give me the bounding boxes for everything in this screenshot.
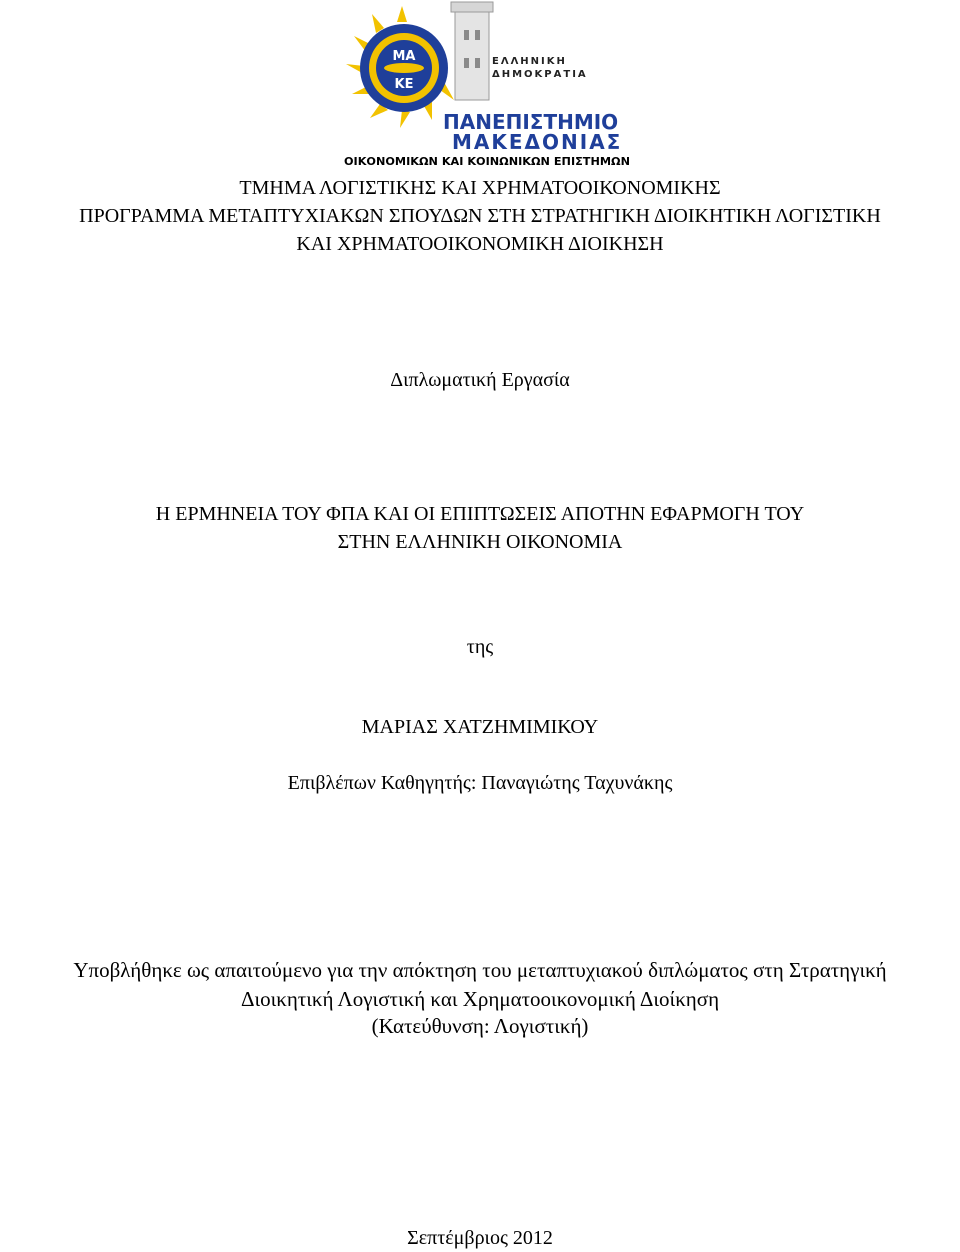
logo-university-line2: ΜΑΚΕΔΟΝΙΑΣ bbox=[452, 130, 623, 154]
university-logo bbox=[340, 0, 640, 170]
emblem-letters-bottom: ΚΕ bbox=[394, 77, 414, 92]
emblem-circle bbox=[360, 24, 448, 112]
author-prefix: της bbox=[466, 636, 494, 658]
program-name-line1: ΠΡΟΓΡΑΜΜΑ ΜΕΤΑΠΤΥΧΙΑΚΩΝ ΣΠΟΥΔΩΝ ΣΤΗ ΣΤΡΑΤΗΓΙΚΗ ΔΙΟΙΚΗΤΙΚΗ ΛΟΓΙΣΤΙΚΗ bbox=[79, 205, 881, 227]
submission-line1: Υποβλήθηκε ως απαιτούμενο για την απόκτηση του μεταπτυχιακού διπλώματος στη Στρατηγική bbox=[73, 958, 887, 982]
department-name: ΤΜΗΜΑ ΛΟΓΙΣΤΙΚΗΣ ΚΑΙ ΧΡΗΜΑΤΟΟΙΚΟΝΟΜΙΚΗΣ bbox=[239, 177, 721, 199]
submission-line3: (Κατεύθυνση: Λογιστική) bbox=[371, 1014, 589, 1038]
emblem-letters-top: ΜΑ bbox=[392, 49, 416, 64]
white-tower-icon bbox=[451, 2, 493, 100]
logo-country-line1: ΕΛΛΗΝΙΚΗ bbox=[492, 56, 567, 67]
program-name-line2: ΚΑΙ ΧΡΗΜΑΤΟΟΙΚΟΝΟΜΙΚΗ ΔΙΟΙΚΗΣΗ bbox=[296, 233, 664, 255]
thesis-title-line2: ΣΤΗΝ ΕΛΛΗΝΙΚΗ ΟΙΚΟΝΟΜΙΑ bbox=[337, 531, 623, 553]
document-type: Διπλωματική Εργασία bbox=[390, 369, 570, 391]
university-logo-graphic bbox=[340, 0, 640, 170]
logo-university-line1: ΠΑΝΕΠΙΣΤΗΜΙΟ bbox=[443, 110, 619, 134]
submission-date: Σεπτέμβριος 2012 bbox=[407, 1227, 553, 1249]
logo-faculty: ΟΙΚΟΝΟΜΙΚΩΝ ΚΑΙ ΚΟΙΝΩΝΙΚΩΝ ΕΠΙΣΤΗΜΩΝ bbox=[344, 156, 630, 168]
logo-country-line2: ΔΗΜΟΚΡΑΤΙΑ bbox=[492, 69, 588, 80]
submission-line2: Διοικητική Λογιστική και Χρηματοοικονομική Διοίκηση bbox=[240, 987, 720, 1011]
author-name: ΜΑΡΙΑΣ ΧΑΤΖΗΜΙΜΙΚΟΥ bbox=[361, 716, 599, 738]
thesis-title-line1: Η ΕΡΜΗΝΕΙΑ ΤΟΥ ΦΠΑ ΚΑΙ ΟΙ ΕΠΙΠΤΩΣΕΙΣ ΑΠΟΤΗΝ ΕΦΑΡΜΟΓΗ ΤΟΥ bbox=[155, 503, 805, 525]
supervisor: Επιβλέπων Καθηγητής: Παναγιώτης Ταχυνάκης bbox=[287, 772, 673, 794]
